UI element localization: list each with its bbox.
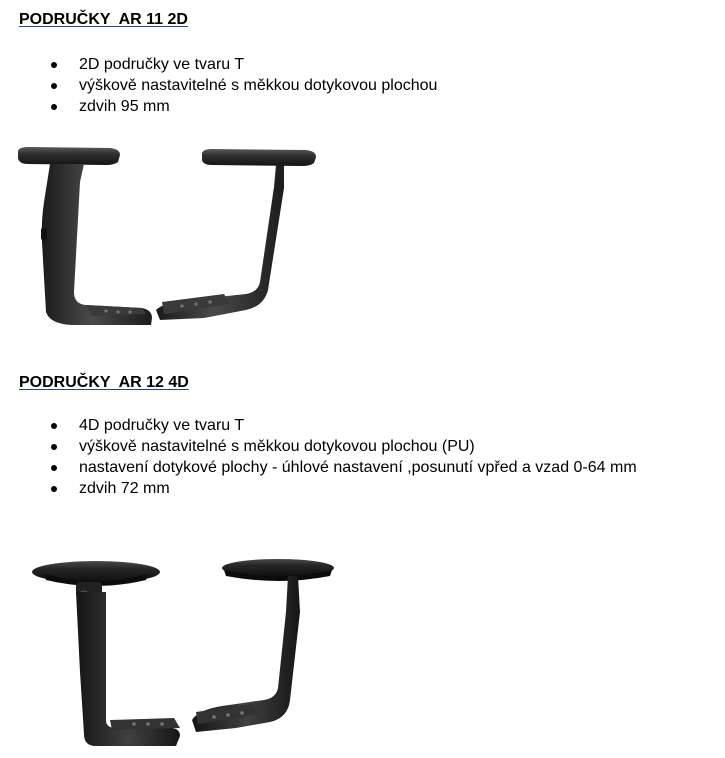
list-item: výškově nastavitelné s měkkou dotykovou plochou (PU) [0,436,637,457]
armrest-4d-image [26,552,346,752]
section-2-heading: PODRUČKY AR 12 4D [19,374,189,391]
armrest-2d-image [14,142,324,332]
section-1-heading: PODRUČKY AR 11 2D [19,11,188,28]
list-item: nastavení dotykové plochy - úhlové nastavení ,posunutí vpřed a vzad 0-64 mm [0,457,637,478]
armrest-4d-left [32,561,180,746]
section-1-bullet-list [0,54,437,117]
list-item: 4D područky ve tvaru T [0,415,637,436]
list-item: zdvih 72 mm [0,478,637,499]
list-item: 2D područky ve tvaru T [0,54,437,75]
list-item: výškově nastavitelné s měkkou dotykovou plochou [0,75,437,96]
armrest-2d-left [18,147,152,325]
section-2-bullet-list [0,415,637,499]
armrest-2d-right [156,149,316,320]
list-item: zdvih 95 mm [0,96,437,117]
armrest-4d-right [192,559,334,732]
